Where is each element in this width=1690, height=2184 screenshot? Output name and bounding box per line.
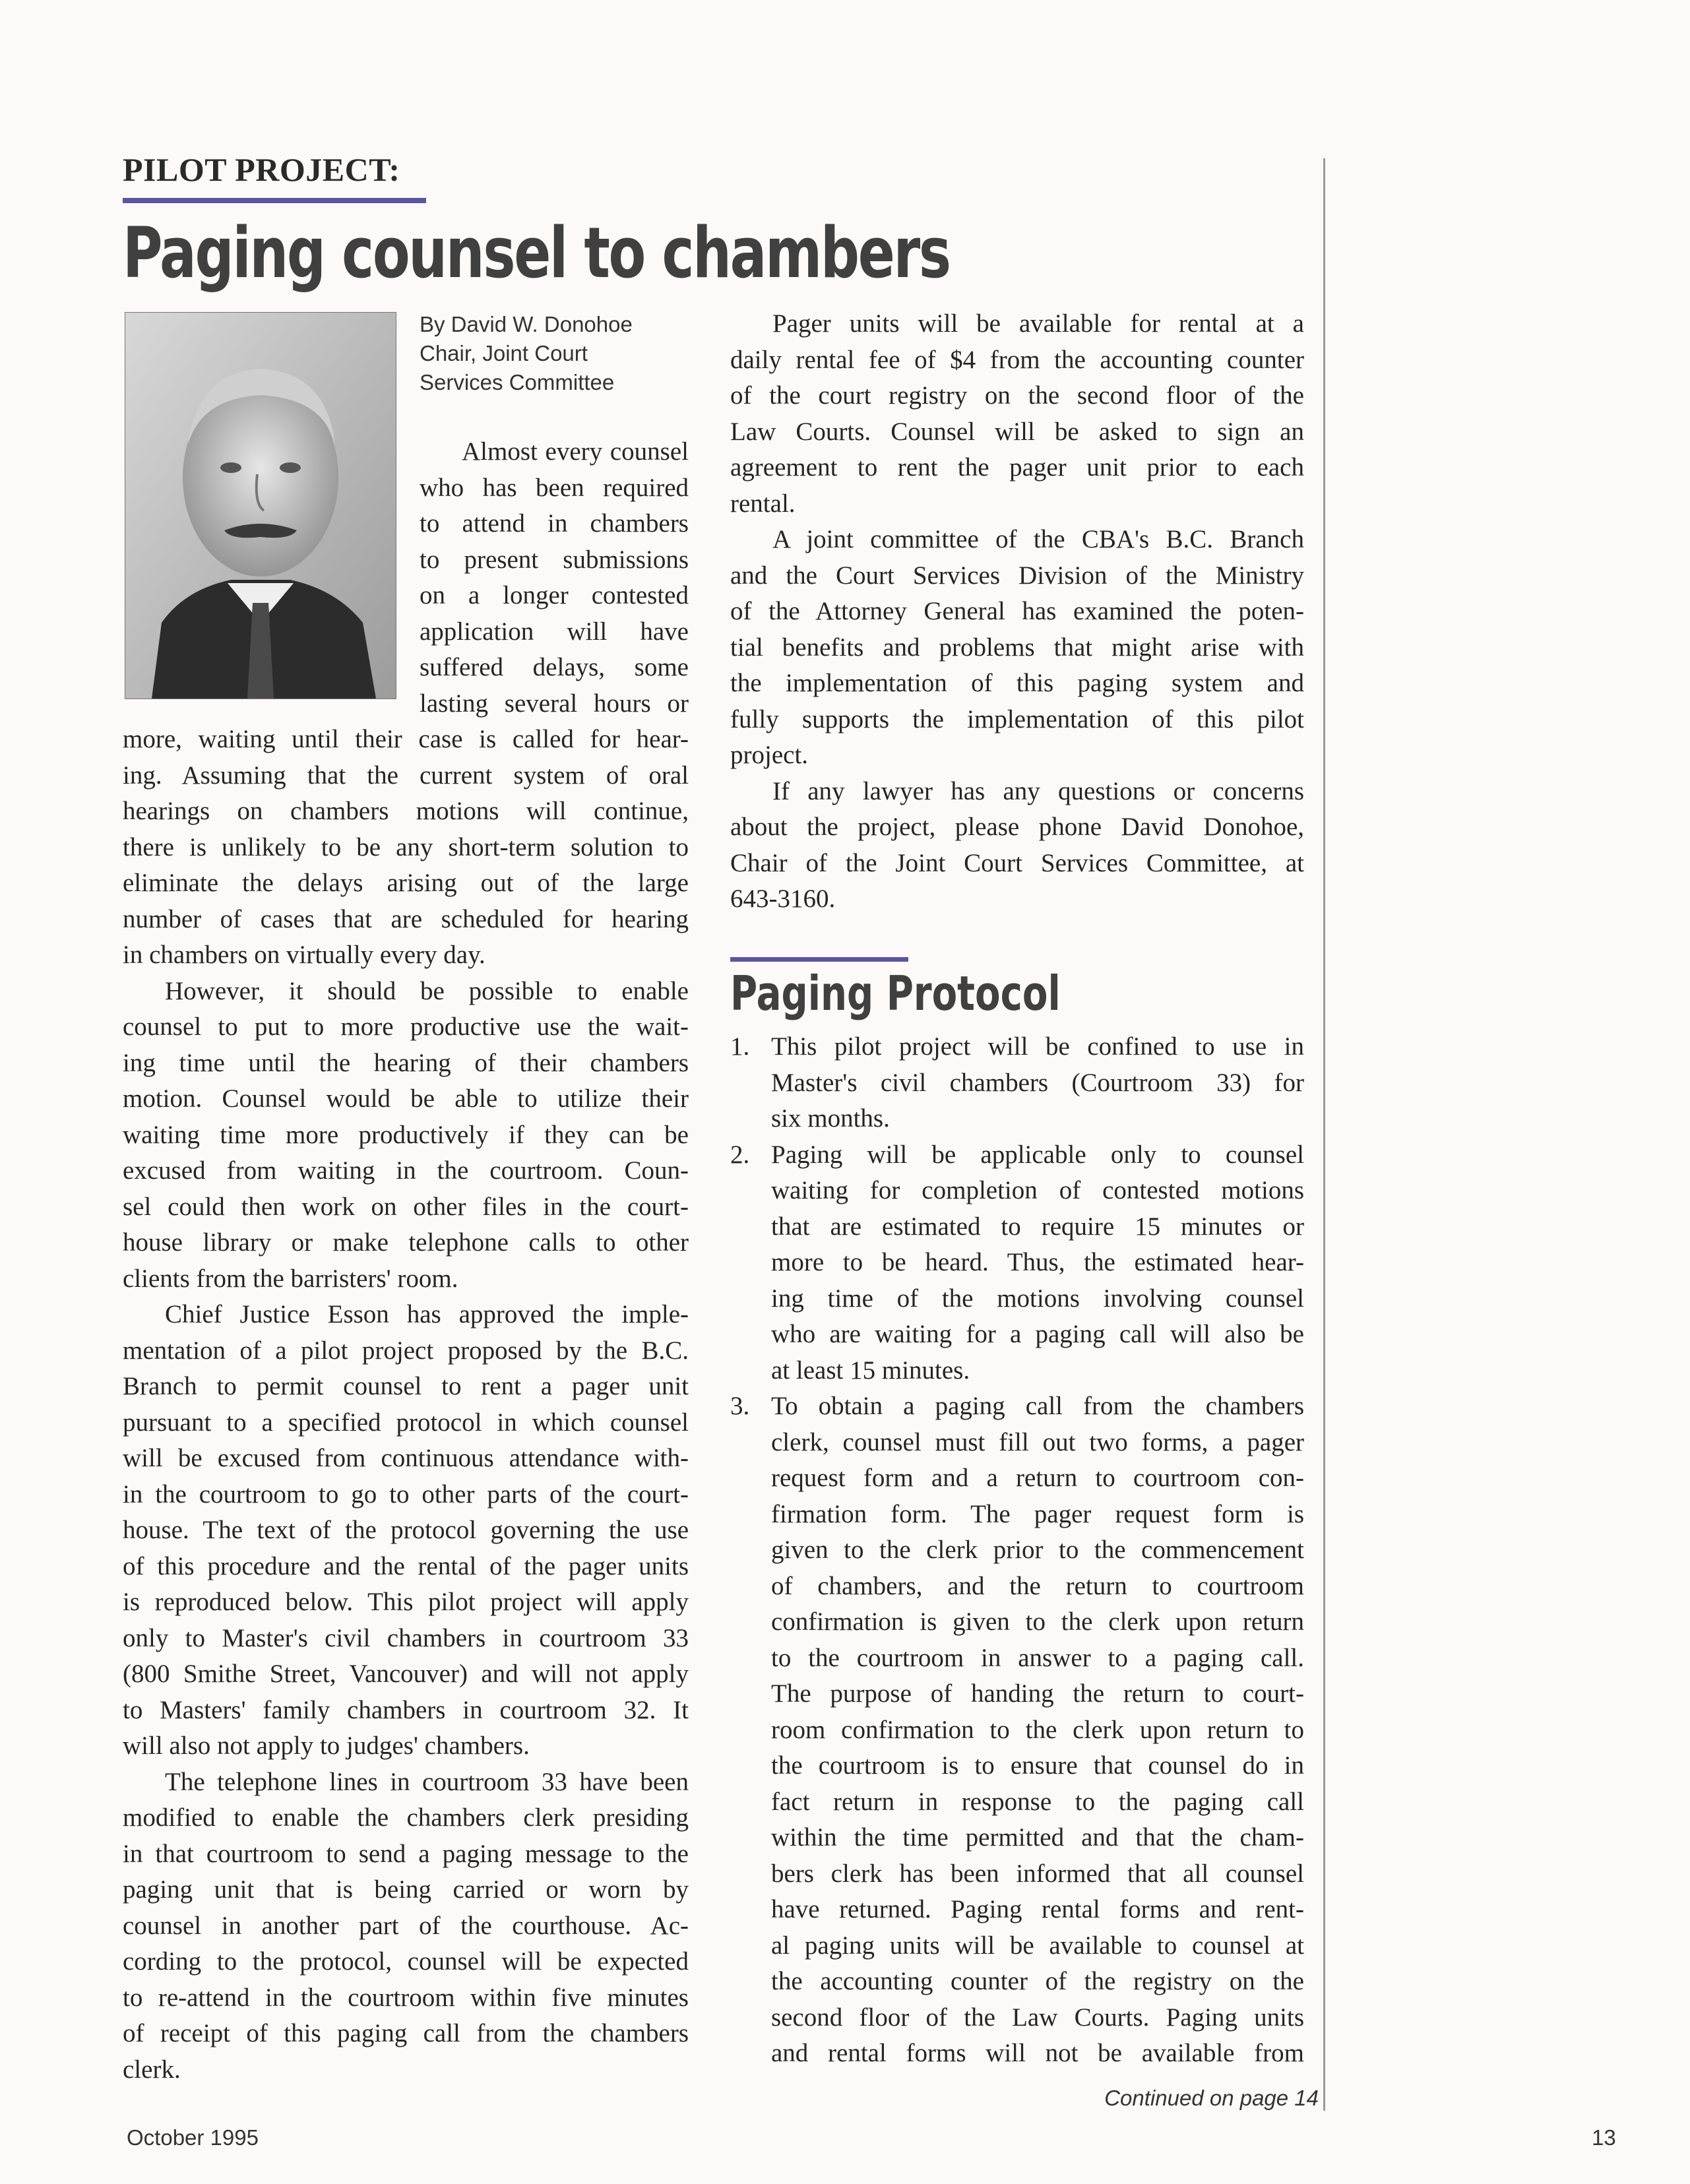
text-line: application will have	[420, 617, 689, 646]
text-line: to attend in chambers	[420, 509, 689, 538]
footer-date: October 1995	[127, 2125, 259, 2150]
text-line: ing time until the hearing of their chambers	[123, 1048, 689, 1077]
text-line: rental.	[730, 489, 796, 518]
text-line: Branch to permit counsel to rent a pager unit	[123, 1372, 689, 1400]
text-line: the accounting counter of the registry on the	[771, 1967, 1304, 1995]
text-line: hearings on chambers motions will continue,	[123, 797, 689, 825]
text-line: fact return in response to the paging call	[771, 1787, 1304, 1816]
text-line: only to Master's civil chambers in courtroom 33	[123, 1623, 689, 1652]
text-line: However, it should be possible to enable	[165, 976, 689, 1005]
text-line: the courtroom is to ensure that counsel do in	[771, 1751, 1304, 1780]
text-line: at least 15 minutes.	[771, 1356, 970, 1385]
text-line: ing. Assuming that the current system of oral	[123, 761, 689, 790]
text-line: is reproduced below. This pilot project will apply	[123, 1588, 689, 1616]
text-line: and the Court Services Division of the Ministry	[730, 561, 1304, 590]
text-line: bers clerk has been informed that all counsel	[771, 1859, 1304, 1888]
byline-name: By David W. Donohoe	[420, 312, 633, 336]
article-title: Paging counsel to chambers	[123, 212, 950, 294]
text-line: Master's civil chambers (Courtroom 33) for	[771, 1068, 1304, 1097]
text-line: modified to enable the chambers clerk presiding	[123, 1803, 689, 1832]
text-line: The telephone lines in courtroom 33 have been	[165, 1767, 689, 1796]
text-line: more, waiting until their case is called for hear-	[123, 725, 689, 753]
text-line: given to the clerk prior to the commencement	[771, 1536, 1304, 1564]
text-line: room confirmation to the clerk upon return to	[771, 1715, 1304, 1744]
text-line: (800 Smithe Street, Vancouver) and will not apply	[123, 1660, 689, 1688]
text-line: will be excused from continuous attendance with-	[123, 1444, 689, 1472]
kicker-underline	[123, 198, 426, 203]
text-line: six months.	[771, 1104, 890, 1133]
text-line: waiting for completion of contested motions	[771, 1176, 1304, 1204]
text-line: to present submissions	[420, 545, 689, 574]
text-line: of receipt of this paging call from the chambers	[123, 2019, 689, 2047]
protocol-item-2	[730, 1137, 1304, 1389]
text-line: clients from the barristers' room.	[123, 1264, 458, 1293]
right-column-body	[730, 306, 1304, 918]
text-line: of the Attorney General has examined the poten-	[730, 597, 1304, 625]
left-column-body	[123, 722, 689, 2088]
text-line: Chair of the Joint Court Services Committee, at	[730, 848, 1304, 877]
byline-role-line2: Services Committee	[420, 370, 615, 394]
text-line: waiting time more productively if they can be	[123, 1120, 689, 1149]
text-line: This pilot project will be confined to use in	[771, 1032, 1304, 1061]
author-byline	[420, 310, 697, 397]
text-line: in chambers on virtually every day.	[123, 941, 485, 969]
text-line: have returned. Paging rental forms and rent-	[771, 1895, 1304, 1923]
text-line: eliminate the delays arising out of the large	[123, 869, 689, 897]
text-line: pursuant to a specified protocol in which counsel	[123, 1408, 689, 1437]
text-line: to the courtroom in answer to a paging call.	[771, 1643, 1304, 1672]
text-line: If any lawyer has any questions or concerns	[772, 776, 1304, 805]
text-line: counsel in another part of the courthouse. Ac-	[123, 1911, 689, 1940]
text-line: will also not apply to judges' chambers.	[123, 1732, 530, 1760]
text-line: ing time of the motions involving counsel	[771, 1284, 1304, 1313]
section-kicker: PILOT PROJECT:	[123, 151, 400, 188]
text-line: of this procedure and the rental of the pager units	[123, 1551, 689, 1580]
author-photo	[125, 312, 396, 699]
text-line: motion. Counsel would be able to utilize their	[123, 1084, 689, 1113]
protocol-item-1	[730, 1029, 1304, 1137]
text-line: Law Courts. Counsel will be asked to sign an	[730, 417, 1304, 446]
intro-text	[420, 434, 689, 722]
text-line: A joint committee of the CBA's B.C. Branch	[772, 525, 1304, 553]
text-line: number of cases that are scheduled for hearing	[123, 904, 689, 933]
text-line: house. The text of the protocol governing the use	[123, 1516, 689, 1544]
text-line: paging unit that is being carried or worn by	[123, 1875, 689, 1904]
text-line: clerk.	[123, 2055, 181, 2084]
text-line: excused from waiting in the courtroom. Coun-	[123, 1156, 689, 1185]
byline-role-line1: Chair, Joint Court	[420, 341, 588, 365]
text-line: suffered delays, some	[420, 653, 689, 681]
text-line: who has been required	[420, 473, 689, 502]
text-line: confirmation is given to the clerk upon return	[771, 1607, 1304, 1636]
text-line: of the court registry on the second floor of the	[730, 381, 1304, 410]
text-line: to re-attend in the courtroom within five minutes	[123, 1983, 689, 2012]
text-line: To obtain a paging call from the chambers	[771, 1392, 1304, 1420]
text-line: clerk, counsel must fill out two forms, a pager	[771, 1427, 1304, 1456]
text-line: Chief Justice Esson has approved the imple-	[165, 1300, 689, 1328]
text-line: tial benefits and problems that might arise with	[730, 633, 1304, 662]
text-line: within the time permitted and that the cham-	[771, 1823, 1304, 1852]
text-line: on a longer contested	[420, 581, 689, 609]
text-line: agreement to rent the pager unit prior to each	[730, 453, 1304, 482]
protocol-item-number: 3.	[730, 1392, 750, 1420]
text-line: counsel to put to more productive use the wait-	[123, 1013, 689, 1041]
text-line: there is unlikely to be any short-term solution to	[123, 832, 689, 861]
text-line: Pager units will be available for rental at a	[772, 309, 1304, 338]
text-line: request form and a return to courtroom con-	[771, 1464, 1304, 1492]
column-divider	[1323, 158, 1325, 2111]
text-line: al paging units will be available to counsel at	[771, 1931, 1304, 1960]
text-line: of chambers, and the return to courtroom	[771, 1571, 1304, 1600]
page-number: 13	[1592, 2125, 1616, 2150]
text-line: daily rental fee of $4 from the accounting counter	[730, 345, 1304, 374]
text-line: sel could then work on other files in the court-	[123, 1192, 689, 1221]
text-line: fully supports the implementation of this pilot	[730, 704, 1304, 733]
protocol-item-number: 2.	[730, 1140, 750, 1169]
text-line: project.	[730, 741, 809, 769]
text-line: in the courtroom to go to other parts of the court-	[123, 1480, 689, 1509]
text-line: second floor of the Law Courts. Paging units	[771, 2003, 1304, 2032]
text-line: firmation form. The pager request form is	[771, 1499, 1304, 1528]
text-line: the implementation of this paging system and	[730, 669, 1304, 697]
text-line: Almost every counsel	[462, 437, 689, 466]
text-line: in that courtroom to send a paging message to the	[123, 1839, 689, 1868]
text-line: about the project, please phone David Donohoe,	[730, 813, 1304, 841]
continued-note: Continued on page 14	[1104, 2086, 1319, 2110]
protocol-item-3	[730, 1388, 1304, 2072]
protocol-heading: Paging Protocol	[730, 966, 1061, 1021]
text-line: to Masters' family chambers in courtroom 32. It	[123, 1695, 689, 1724]
protocol-list	[730, 1029, 1304, 2072]
text-line: Paging will be applicable only to counsel	[771, 1140, 1304, 1169]
text-line: and rental forms will not be available from	[771, 2039, 1304, 2067]
text-line: mentation of a pilot project proposed by the B.C.	[123, 1336, 689, 1365]
text-line: that are estimated to require 15 minutes or	[771, 1212, 1304, 1241]
protocol-item-number: 1.	[730, 1032, 750, 1061]
text-line: The purpose of handing the return to court-	[771, 1679, 1304, 1708]
text-line: cording to the protocol, counsel will be expected	[123, 1947, 689, 1976]
text-line: more to be heard. Thus, the estimated hear-	[771, 1248, 1304, 1276]
text-line: lasting several hours or	[420, 689, 689, 718]
text-line: house library or make telephone calls to other	[123, 1228, 689, 1257]
text-line: who are waiting for a paging call will also be	[771, 1320, 1304, 1348]
protocol-heading-rule	[730, 957, 908, 962]
text-line: 643-3160.	[730, 885, 836, 913]
author-portrait-illustration	[125, 313, 396, 699]
